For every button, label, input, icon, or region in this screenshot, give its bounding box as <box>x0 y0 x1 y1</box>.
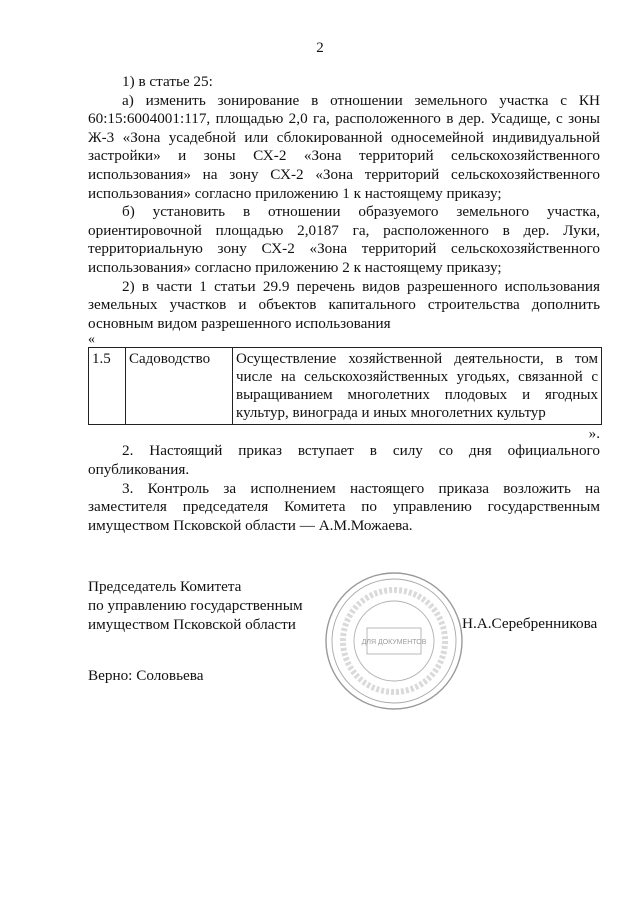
official-seal-icon <box>323 570 465 712</box>
verified-copy-note: Верно: Соловьева <box>88 667 204 684</box>
document-body <box>88 73 600 535</box>
signer-title-line3: имуществом Псковской области <box>88 616 296 633</box>
signer-title-line2: по управлению государственным <box>88 597 303 614</box>
table-cell-code: 1.5 <box>89 348 126 425</box>
quote-open: « <box>88 332 95 348</box>
table-cell-name: Садоводство <box>126 348 233 425</box>
signer-title-line1: Председатель Комитета <box>88 578 242 595</box>
paragraph-b: б) установить в отношении образуемого земельного участка, ориентировочной площадью 2,0187 га, расположенного в дер. Луки, территориальную зону СХ-2 «Зона территорий сельскохозяйственного использования» согласно приложению 2 к настоящему приказу; <box>88 203 600 276</box>
table-row <box>89 348 602 425</box>
paragraph-3-effect: 2. Настоящий приказ вступает в силу со дня официального опубликования. <box>88 442 600 478</box>
paragraph-a: а) изменить зонирование в отношении земельного участка с КН 60:15:6004001:117, площадью 2,0 га, расположенного в дер. Усадище, с зоны Ж-3 «Зона усадебной или сблокированной односемейной индивидуальной застройки» и зоны СХ-2 «Зона территорий сельскохозяйственного использования» на зону СХ-2 «Зона территорий сельскохозяйственного использования» согласно приложению 1 к настоящему приказу; <box>88 91 600 202</box>
stamp-center-text: ДЛЯ ДОКУМЕНТОВ <box>361 639 427 646</box>
signature-block <box>88 577 303 634</box>
page-number: 2 <box>316 40 324 56</box>
paragraph-4-control: 3. Контроль за исполнением настоящего приказа возложить на заместителя председателя Комитета по управлению государственным имуществом Псковской области — А.М.Можаева. <box>88 479 600 534</box>
signer-name: Н.А.Серебренникова <box>462 615 598 632</box>
table-cell-description: Осуществление хозяйственной деятельности, в том числе на сельскохозяйственных угодьях, связанной с выращиванием многолетних плодовых и ягодных культур, винограда и иных многолетних культур <box>233 348 602 425</box>
land-use-table <box>88 347 602 425</box>
paragraph-2: 2) в части 1 статьи 29.9 перечень видов разрешенного использования земельных участков и объектов капитального строительства дополнить основным видом разрешенного использования <box>88 277 600 332</box>
quote-close: ». <box>588 425 600 443</box>
paragraph-article-25: 1) в статье 25: <box>122 73 213 90</box>
